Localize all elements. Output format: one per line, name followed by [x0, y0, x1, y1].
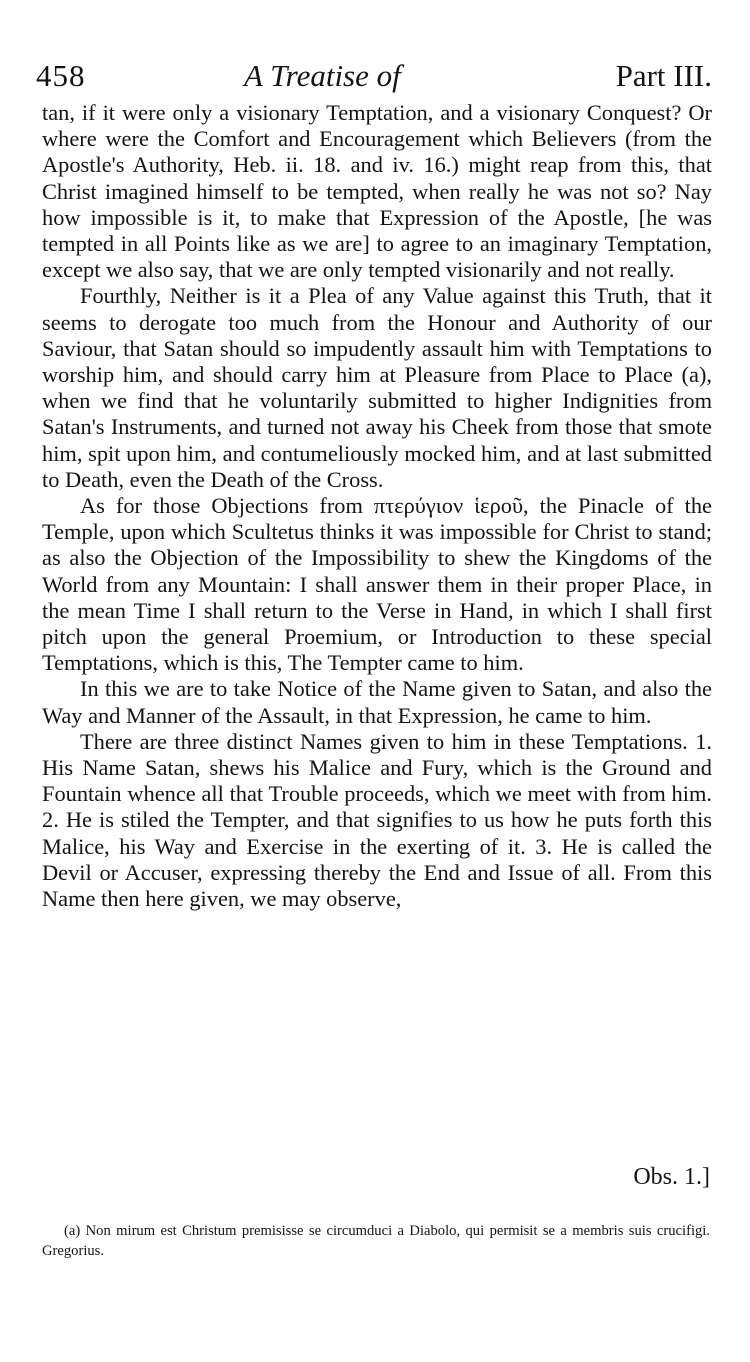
- observation-label: Obs. 1.]: [633, 1164, 710, 1190]
- page-header: [36, 58, 712, 98]
- paragraph-fourthly: Fourthly, Neither is it a Plea of any Value against this Truth, that it seems to derogate too much from the Honour and Authority of our Saviour, that Satan should so impudently assault him with Temptations to worship him, and should carry him at Pleasure from Place to Place (a), when we find that he voluntarily submitted to higher Indignities from Satan's Instruments, and turned not away his Cheek from those that smote him, spit upon him, and contumeliously mocked him, and at last submitted to Death, even the Death of the Cross.: [42, 283, 712, 492]
- part-label: Part III.: [615, 58, 712, 93]
- paragraph-continuation: tan, if it were only a visionary Temptation, and a visionary Conquest? Or where were the Comfort and Encouragement which Believers (from the Apostle's Authority, Heb. ii. 18. and iv. 16.) might reap from this, that Christ imagined himself to be tempted, when really he was not so? Nay how impossible is it, to make that Expression of the Apostle, [he was tempted in all Points like as we are] to agree to an imaginary Temptation, except we also say, that we are only tempted visionarily and not really.: [42, 100, 712, 283]
- body-text: [42, 100, 712, 912]
- paragraph-notice: In this we are to take Notice of the Name given to Satan, and also the Way and Manner of the Assault, in that Expression, he came to him.: [42, 676, 712, 728]
- paragraph-objections: As for those Objections from πτερύγιον ἱεροῦ, the Pinacle of the Temple, upon which Scultetus thinks it was impossible for Christ to stand; as also the Objection of the Impossibility to shew the Kingdoms of the World from any Mountain: I shall answer them in their proper Place, in the mean Time I shall return to the Verse in Hand, in which I shall first pitch upon the general Proemium, or Introduction to these special Temptations, which is this, The Tempter came to him.: [42, 493, 712, 676]
- running-title: A Treatise of: [244, 58, 401, 93]
- footnote: (a) Non mirum est Christum premisisse se circumduci a Diabolo, qui permisit se a membris suis crucifigi. Gregorius.: [42, 1223, 710, 1259]
- paragraph-names: There are three distinct Names given to him in these Temptations. 1. His Name Satan, shews his Malice and Fury, which is the Ground and Fountain whence all that Trouble proceeds, which we meet with from him. 2. He is stiled the Tempter, and that signifies to us how he puts forth this Malice, his Way and Exercise in the exerting of it. 3. He is called the Devil or Accuser, expressing thereby the End and Issue of all. From this Name then here given, we may observe,: [42, 728, 712, 912]
- page-number: 458: [36, 58, 86, 93]
